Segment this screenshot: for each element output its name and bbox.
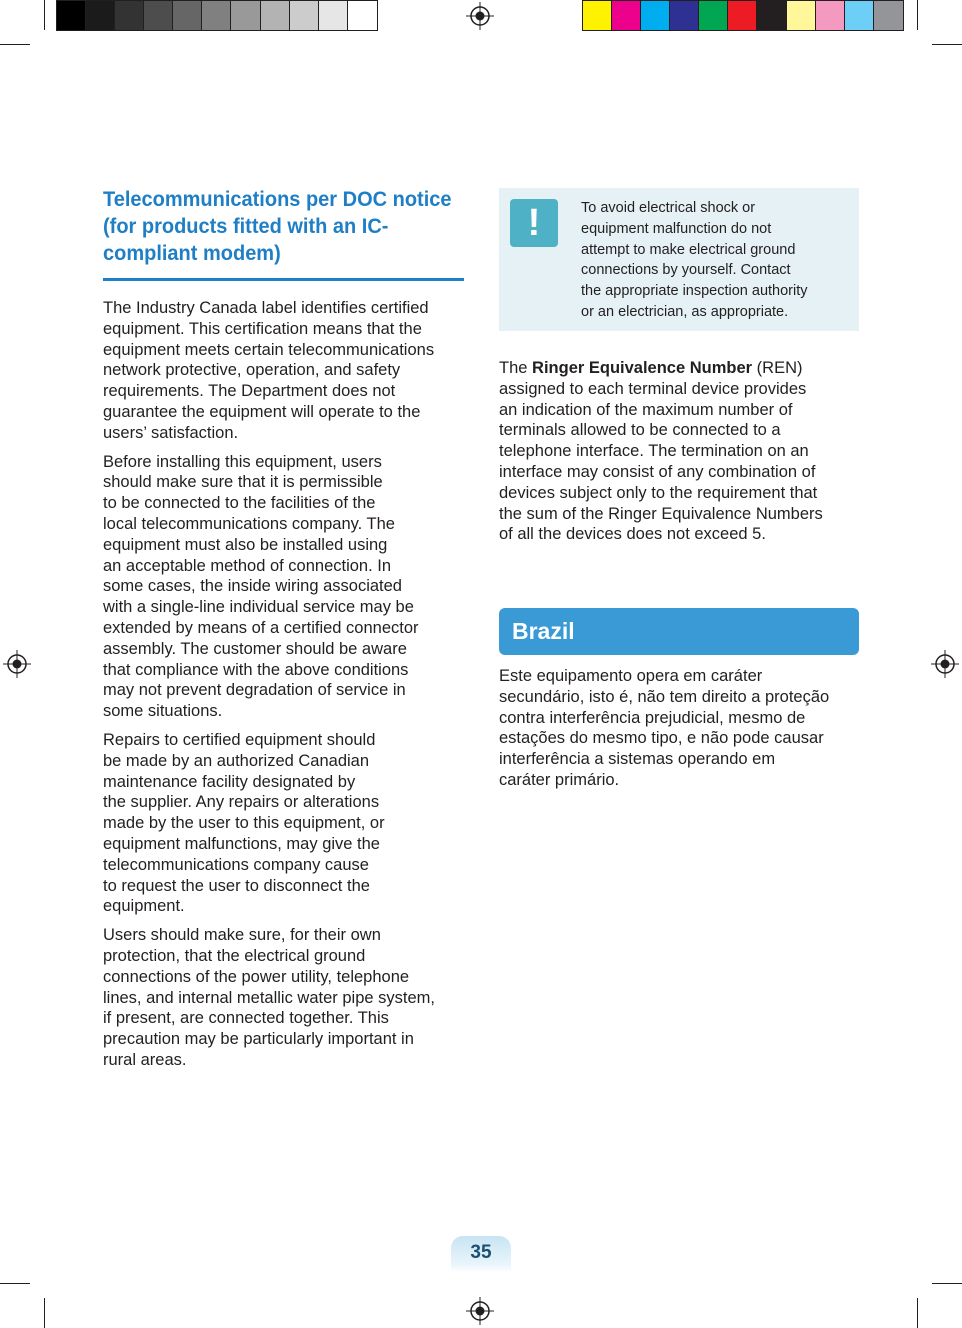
paragraph: Before installing this equipment, users should make sure that it is permissible to be connected to the facilities of the local telecommunications company. The equipment must also be installed using an acceptable method of connection. In some cases, the inside wiring associated with a single-line individual service may be extended by means of a certified connector assembly. The customer should be aware that compliance with the above conditions may not prevent degradation of service in some situations. bbox=[103, 452, 419, 721]
color-swatch bbox=[699, 1, 728, 30]
color-swatch bbox=[86, 1, 115, 30]
exclamation-icon: ! bbox=[510, 199, 558, 247]
crop-mark bbox=[932, 1283, 962, 1284]
color-swatch bbox=[173, 1, 202, 30]
paragraph: The Industry Canada label identifies certified equipment. This certification means that the equipment meets certain telecommunications network protective, operation, and safety requirements. The Department does not guarantee the equipment will operate to the users’ satisfaction. bbox=[103, 299, 435, 442]
registration-mark-icon bbox=[931, 650, 959, 678]
registration-mark-icon bbox=[3, 650, 31, 678]
crop-mark bbox=[917, 0, 918, 30]
crop-mark bbox=[0, 1283, 30, 1284]
color-swatch bbox=[757, 1, 786, 30]
color-swatch bbox=[115, 1, 144, 30]
color-swatch bbox=[144, 1, 173, 30]
ren-text: (REN) assigned to each terminal device provides an indication of the maximum number of terminals allowed to be connected to a telephone interface. The termination on an interface may consist of any combination of devices subject only to the requirement that the sum of the Ringer Equivalence Numbers of all the devices does not exceed 5. bbox=[499, 359, 823, 544]
doc-notice-section bbox=[103, 186, 464, 1071]
registration-mark-icon bbox=[466, 1297, 494, 1325]
page-number: 35 bbox=[451, 1236, 511, 1272]
crop-mark bbox=[44, 0, 45, 30]
color-swatch bbox=[612, 1, 641, 30]
color-swatch bbox=[348, 1, 377, 30]
color-swatch bbox=[874, 1, 903, 30]
warning-text: To avoid electrical shock or equipment malfunction do not attempt to make electrical ground connections by yourself. Contact the appropriate inspection authority or an electrician, as appropriate. bbox=[581, 200, 808, 320]
color-swatch bbox=[787, 1, 816, 30]
paragraph: Repairs to certified equipment should be made by an authorized Canadian maintenance facility designated by the supplier. Any repairs or alterations made by the user to this equipment, or equipment malfunctions, may give the telecommunications company cause to request the user to disconnect the equipment. bbox=[103, 730, 385, 916]
crop-mark bbox=[0, 44, 30, 45]
brazil-paragraph: Este equipamento opera em caráter secundário, isto é, não tem direito a proteção contra interferência prejudicial, mesmo de estações do mesmo tipo, e não pode causar interferência a sistemas operando em caráter primário. bbox=[499, 667, 830, 789]
color-swatch bbox=[845, 1, 874, 30]
color-swatch bbox=[583, 1, 612, 30]
color-swatch bbox=[57, 1, 86, 30]
color-swatch bbox=[641, 1, 670, 30]
color-swatch bbox=[261, 1, 290, 30]
process-color-bar bbox=[582, 0, 904, 31]
heading-divider bbox=[103, 278, 464, 281]
grayscale-color-bar bbox=[56, 0, 378, 31]
crop-mark bbox=[932, 44, 962, 45]
color-swatch bbox=[728, 1, 757, 30]
brazil-section-title: Brazil bbox=[499, 608, 859, 655]
ren-prefix: The bbox=[499, 359, 533, 377]
color-swatch bbox=[231, 1, 260, 30]
warning-callout bbox=[499, 188, 859, 331]
color-swatch bbox=[319, 1, 348, 30]
color-swatch bbox=[816, 1, 845, 30]
registration-mark-icon bbox=[466, 2, 494, 30]
section-heading: Telecommunications per DOC notice (for products fitted with an IC-compliant modem) bbox=[103, 187, 452, 265]
color-swatch bbox=[290, 1, 319, 30]
color-swatch bbox=[202, 1, 231, 30]
ren-paragraph bbox=[499, 358, 859, 545]
paragraph: Users should make sure, for their own protection, that the electrical ground connections of the power utility, telephone lines, and internal metallic water pipe system, if present, are connected together. This precaution may be particularly important in rural areas. bbox=[103, 926, 435, 1069]
crop-mark bbox=[917, 1298, 918, 1328]
crop-mark bbox=[44, 1298, 45, 1328]
ren-term: Ringer Equivalence Number bbox=[532, 359, 753, 377]
color-swatch bbox=[670, 1, 699, 30]
